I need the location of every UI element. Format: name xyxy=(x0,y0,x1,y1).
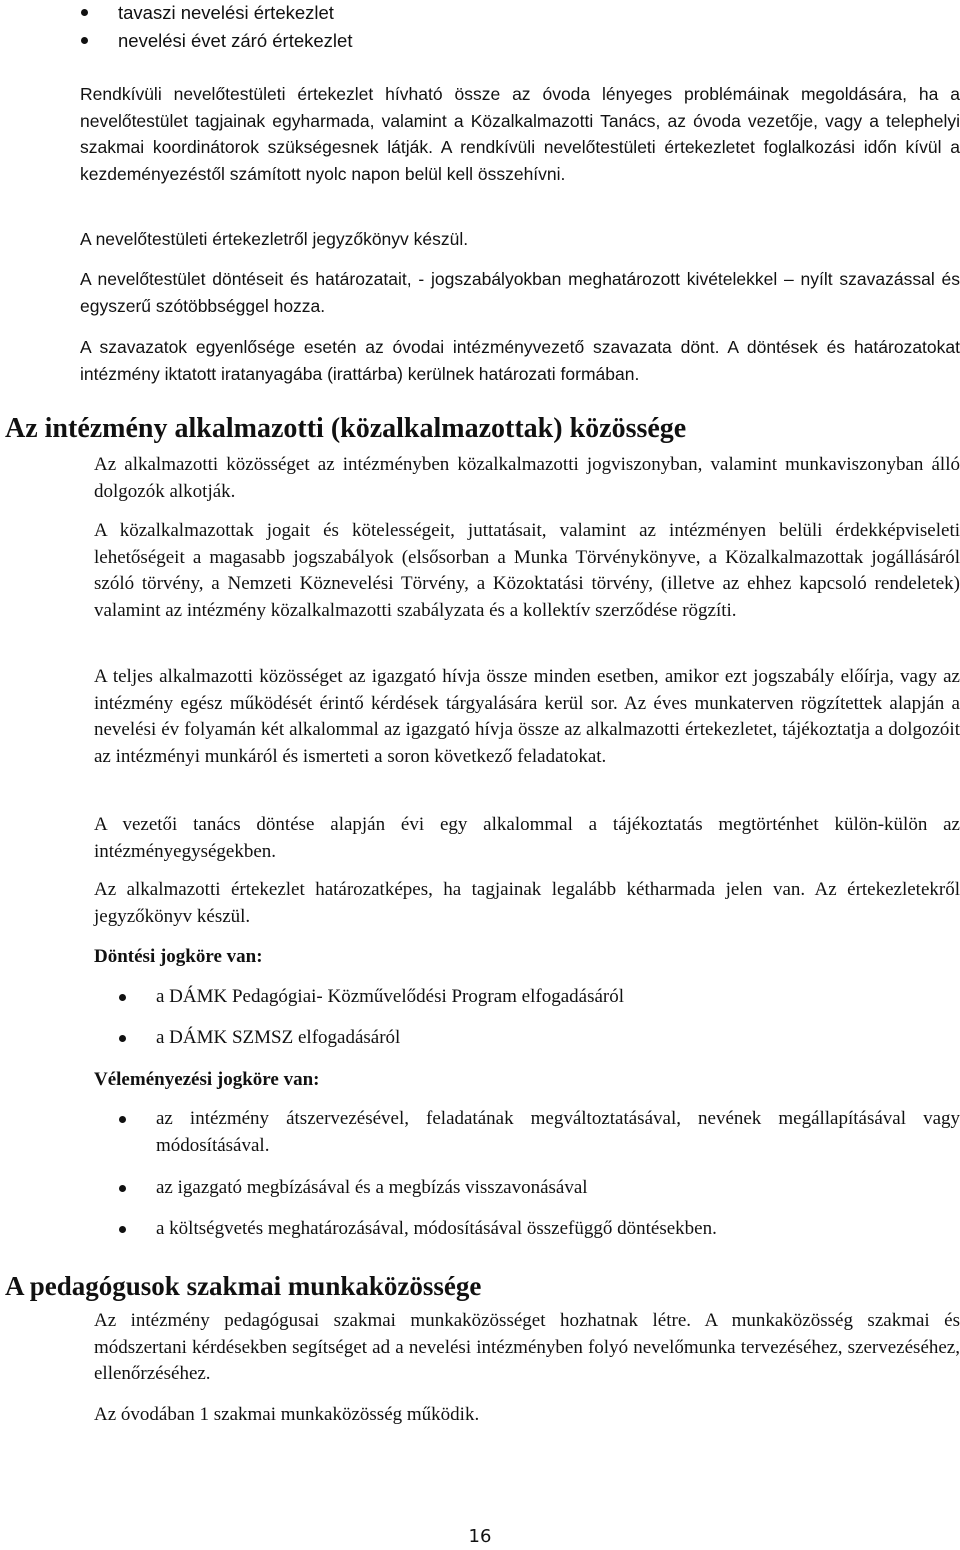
paragraph-alk-5: Az alkalmazotti értekezlet határozatképes, ha tagjainak legalább kétharmada jelen van. Az értekezletekről jegyzőkönyv készül. xyxy=(94,879,960,927)
paragraph-alk-3: A teljes alkalmazotti közösséget az igazgató hívja össze minden esetben, amikor ezt jogszabály előírja, vagy az intézmény egész működését érintő kérdések tárgyalására kerül sor. Az éves munkaterven rögzítettek alapján a nevelési év folyamán két alkalommal az igazgató hívja össze az alkalmazotti értekezletet, tájékoztatja a dolgozóit az intézményi munkáról és ismerteti a soron következő feladatokat. xyxy=(94,666,960,767)
bullet-icon xyxy=(119,994,126,1001)
list-item: az intézmény átszervezésével, feladatának megváltoztatásával, nevének megállapításával vagy módosításával. xyxy=(156,1106,960,1159)
list-item: a DÁMK SZMSZ elfogadásáról xyxy=(156,1025,960,1052)
bullet-icon xyxy=(81,9,88,16)
paragraph-ped-1: Az intézmény pedagógusai szakmai munkaközösséget hozhatnak létre. A munkaközösség szakmai és módszertani kérdésekben segítséget ad a nevelési intézményben folyó nevelőmunka tervezéséhez, szervezéséhez, ellenőrzéséhez. xyxy=(94,1310,960,1384)
paragraph-jegyzokonyv: A nevelőtestületi értekezletről jegyzőkönyv készül. xyxy=(80,229,469,249)
velemenyezesi-jogkor-title: Véleményezési jogköre van: xyxy=(94,1069,320,1090)
paragraph-szavazat: A szavazatok egyenlősége esetén az óvodai intézményvezető szavazata dönt. A döntések és határozatokat intézmény iktatott iratanyagába (irattárba) kerülnek határozati formában. xyxy=(80,337,960,384)
heading-alkalmazotti: Az intézmény alkalmazotti (közalkalmazottak) közössége xyxy=(5,413,687,444)
page-number: 16 xyxy=(468,1526,492,1547)
paragraph-ped-2: Az óvodában 1 szakmai munkaközösség működik. xyxy=(94,1404,480,1425)
list-item: az igazgató megbízásával és a megbízás visszavonásával xyxy=(156,1175,960,1202)
paragraph-rendkivuli: Rendkívüli nevelőtestületi értekezlet hívható össze az óvoda lényeges problémáinak megoldására, ha a nevelőtestület tagjainak egyharmada, valamint a Közalkalmazotti Tanács, az óvoda vezetője, vagy a telephelyi szakmai koordinátorok szükségesnek látják. A rendkívüli nevelőtestületi értekezletet foglalkozási időn kívül a kezdeményezéstől számított nyolc napon belül kell összehívni. xyxy=(80,84,960,184)
bullet-icon xyxy=(81,37,88,44)
bullet-icon xyxy=(119,1035,126,1042)
bullet-icon xyxy=(119,1185,126,1192)
list-item: a DÁMK Pedagógiai- Közművelődési Program elfogadásáról xyxy=(156,984,960,1011)
bullet-icon xyxy=(119,1116,126,1123)
list-item: tavaszi nevelési értekezlet xyxy=(118,0,334,27)
heading-pedagogus: A pedagógusok szakmai munkaközössége xyxy=(5,1271,482,1301)
list-item: a költségvetés meghatározásával, módosításával összefüggő döntésekben. xyxy=(156,1216,960,1243)
paragraph-dontes: A nevelőtestület döntéseit és határozatait, - jogszabályokban meghatározott kivételekkel – nyílt szavazással és egyszerű szótöbbséggel hozza. xyxy=(80,269,960,316)
list-item: nevelési évet záró értekezlet xyxy=(118,28,352,55)
dontesi-jogkor-title: Döntési jogköre van: xyxy=(94,946,263,967)
paragraph-alk-1: Az alkalmazotti közösséget az intézményben közalkalmazotti jogviszonyban, valamint munkaviszonyban álló dolgozók alkotják. xyxy=(94,454,960,502)
bullet-icon xyxy=(119,1226,126,1233)
paragraph-alk-2: A közalkalmazottak jogait és kötelességeit, juttatásait, valamint az intézményen belüli érdekképviseleti lehetőségeit a magasabb jogszabályok (elsősorban a Munka Törvénykönyve, a Közalkalmazottak jogállásáról szóló törvény, a Nemzeti Köznevelési Törvény, a Közoktatási törvény, (illetve az ehhez kapcsoló rendeletek) valamint az intézmény közalkalmazotti szabályzata és a kollektív szerződése rögzíti. xyxy=(94,520,960,621)
paragraph-alk-4: A vezetői tanács döntése alapján évi egy alkalommal a tájékoztatás megtörténhet külön-külön az intézményegységekben. xyxy=(94,814,960,862)
